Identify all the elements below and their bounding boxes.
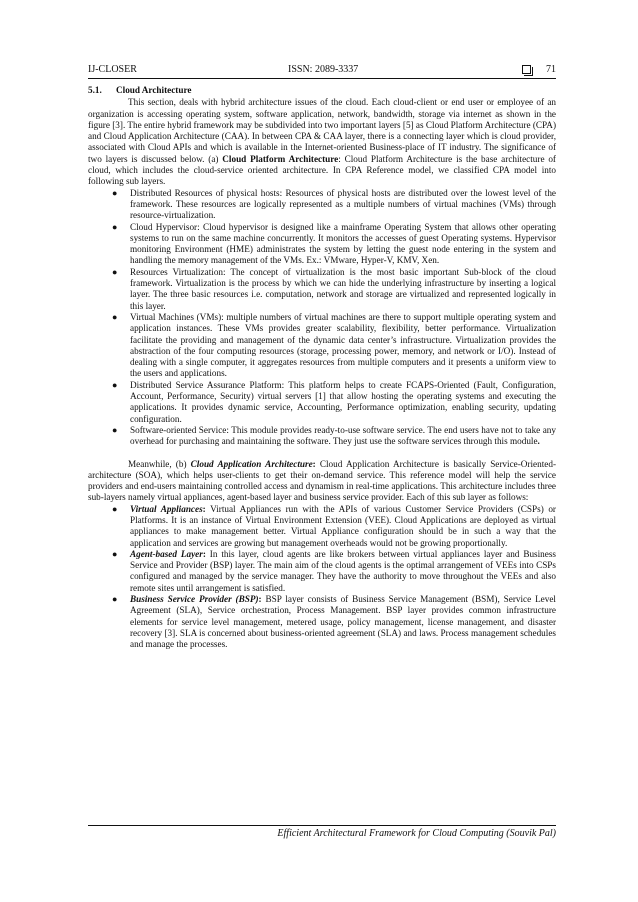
caa-colon: : (312, 458, 316, 469)
page-number: 71 (546, 64, 556, 75)
journal-name: IJ-CLOSER (88, 64, 137, 75)
list-item (88, 222, 556, 267)
intro-bold-term: Cloud Platform Architecture (222, 153, 339, 164)
list-item-term: Agent-based Layer (130, 548, 203, 559)
list-item-text: Distributed Resources of physical hosts: Resources of physical hosts are distributed over the lowest level of the framework. These resources are logically represented as a multiple numbers of virtual machines (VMs) through resource-virtualization. (130, 187, 556, 221)
caa-list (88, 504, 556, 651)
section-number: 5.1. (88, 85, 102, 95)
list-item-text: Distributed Service Assurance Platform: This platform helps to create FCAPS-Oriented (Fault, Configuration, Account, Performance, Security) virtual servers [1] that allow hosting the operating systems and executing the applications. It provides dynamic service, Accounting, Performance optimization, enabling security, updating configuration. (130, 379, 556, 424)
footer-rule (88, 825, 556, 826)
list-item-text: BSP layer consists of Business Service Management (BSM), Service Level Agreement (SLA), Service orchestration, Process Management. BSP layer provides common infrastructure elements for service level management, metered usage, policy management, license management, and disaster recovery [3]. SLA is concerned about business-oriented agreement (SLA) and laws. Process management schedules and manage the processes. (130, 594, 556, 650)
section-heading (88, 85, 556, 96)
caa-paragraph (88, 459, 556, 504)
bullet-icon: ● (112, 187, 118, 198)
bullet-icon: ● (112, 221, 118, 232)
intro-paragraph (88, 97, 556, 187)
header-rule (88, 78, 556, 79)
issn: ISSN: 2089-3337 (288, 64, 359, 75)
intro-text-2: : Cloud Platform Architecture is the base architecture of cloud, which includes the cloud-service oriented architecture. In CPA Reference model, we classified CPA model into following sub layers. (88, 153, 556, 187)
list-item (88, 267, 556, 312)
list-item-text: Software-oriented Service: This module provides ready-to-use software service. The end users have not to take any overhead for purchasing and maintaining the software. They just use the software services through this module (130, 424, 556, 447)
page-body (88, 85, 556, 651)
page-box-icon (522, 65, 531, 74)
list-item (88, 425, 556, 448)
section-title: Cloud Architecture (116, 85, 192, 95)
list-item (88, 504, 556, 549)
list-item (88, 594, 556, 650)
list-item-text: Virtual Appliances run with the APIs of various Customer Service Providers (CSPs) or Platforms. It is an instance of Virtual Environment Extension (VEE). Cloud Applications are deployed as virtual appliances to make management better. Virtual Appliance configuration should be in such a way that the application and services are growing but management overheads would not be growing proportionally. (130, 503, 556, 548)
running-footer: Efficient Architectural Framework for Cloud Computing (Souvik Pal) (277, 828, 556, 839)
list-item-end: . (537, 436, 540, 447)
bullet-icon: ● (112, 379, 118, 390)
list-item-term: Business Service Provider (BSP) (130, 594, 259, 605)
list-item-sep: : (258, 594, 262, 605)
caa-bold-term: Cloud Application Architecture (190, 458, 313, 469)
list-item (88, 312, 556, 380)
list-item (88, 188, 556, 222)
bullet-icon: ● (112, 548, 118, 559)
spacer (88, 448, 556, 459)
bullet-icon: ● (112, 424, 118, 435)
list-item-term: Virtual Appliances (130, 503, 203, 514)
bullet-icon: ● (112, 594, 118, 605)
list-item-text: In this layer, cloud agents are like brokers between virtual appliances layer and Business Service and Provider (BSP) layer. The main aim of the cloud agents is the optimal arrangement of VEEs into CSPs configured and managed by the service manager. They have the authority to move throughout the VEEs and also remote sites until arrangement is satisfied. (130, 548, 556, 593)
list-item (88, 549, 556, 594)
caa-text-2: Cloud Application Architecture is basically Service-Oriented-architecture (SOA), which helps user-clients to get their on-demand service. This reference model will help the service providers and end-users maintaining controlled access and dynamism in real-time applications. This architecture includes three sub-layers namely virtual appliances, agent-based layer and business service provider. Each of this sub layer as follows: (88, 458, 557, 503)
intro-text-1: This section, deals with hybrid architecture issues of the cloud. Each cloud-client or end user or employee of an organization is accessing operating system, software application, network, bandwidth, storage via internet as shown in the figure [3]. The entire hybrid framework may be subdivided into two important layers [5] as Cloud Platform Architecture (CPA) and Cloud Application Architecture (CAA). In between CPA & CAA layer, there is a connecting layer which is cloud provider, associated with Cloud APIs and which is available in the Internet-oriented Business-place of IT industry. The significance of two layers is discussed below. (a) (88, 97, 556, 164)
list-item-text: Resources Virtualization: The concept of virtualization is the most basic important Sub-block of the cloud framework. Virtualization is the process by which we can hide the underlying infrastructure by inserting a logical layer. The three basic resources i.e. computation, network and storage are virtualized and represented logically in this layer. (130, 266, 556, 311)
cpa-list (88, 188, 556, 448)
running-header (88, 64, 556, 78)
list-item-text: Virtual Machines (VMs): multiple numbers of virtual machines are there to support multiple operating system and application instances. These VMs provides greater scalability, flexibility, better performance. Virtualization facilitate the providing and management of the dynamic data center’s infrastructure. Virtualization provides the abstraction of the four computing resources (storage, processing power, memory, and network or I/O). Instead of dealing with a single computer, it aggregates resources from multiple computers and it presents a uniform view to the users and applications. (130, 311, 556, 379)
bullet-icon: ● (112, 503, 118, 514)
bullet-icon: ● (112, 311, 118, 322)
list-item-sep: : (202, 548, 206, 559)
list-item-sep: : (202, 503, 206, 514)
caa-text-1: Meanwhile, (b) (128, 458, 191, 469)
list-item (88, 380, 556, 425)
list-item-text: Cloud Hypervisor: Cloud hypervisor is designed like a mainframe Operating System that allows other operating systems to run on the same machine concurrently. It monitors the accesses of guest Operating systems. Hypervisor monitoring Environment (HME) administrates the system by letting the guest node entering in the system and handling the memory management of the VMs. Ex.: VMware, Hyper-V, KMV, Xen. (130, 221, 556, 266)
bullet-icon: ● (112, 266, 118, 277)
